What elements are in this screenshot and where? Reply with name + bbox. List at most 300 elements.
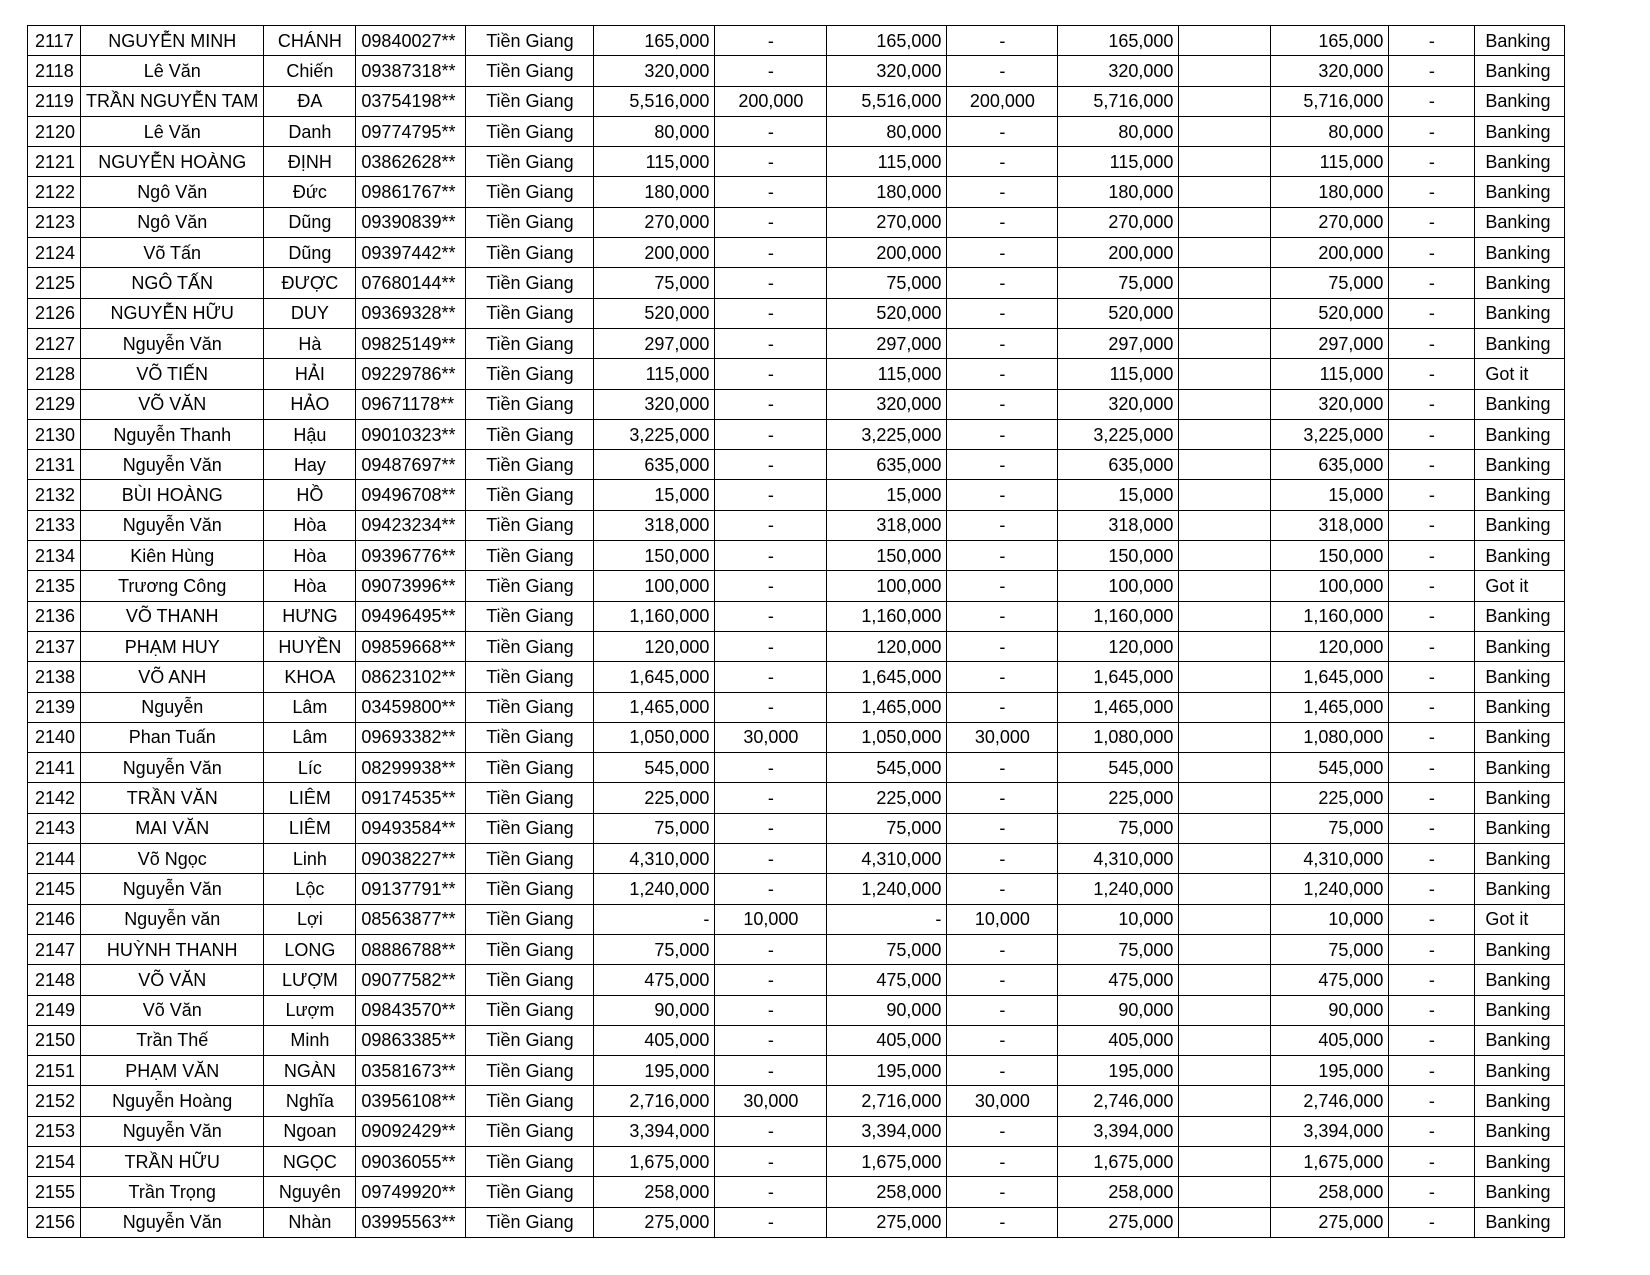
amount-2-cell: - (715, 995, 827, 1025)
phone-cell: 09010323** (356, 419, 466, 449)
empty-cell (1179, 56, 1271, 86)
total-cell: 475,000 (1271, 965, 1389, 995)
table-row (28, 86, 1565, 116)
amount-2-cell: - (715, 389, 827, 419)
deduction-cell: - (1389, 116, 1475, 146)
deduction-cell: - (1389, 1177, 1475, 1207)
given-name-cell: HUYỀN (264, 631, 356, 661)
table-row (28, 753, 1565, 783)
empty-cell (1179, 631, 1271, 661)
empty-cell (1179, 238, 1271, 268)
subtotal-cell: 1,465,000 (1058, 692, 1179, 722)
surname-cell: Võ Văn (81, 995, 264, 1025)
amount-4-cell: - (947, 26, 1058, 56)
table-row (28, 692, 1565, 722)
province-cell: Tiền Giang (466, 1025, 594, 1055)
amount-3-cell: 275,000 (827, 1207, 947, 1237)
amount-1-cell: 180,000 (594, 177, 715, 207)
amount-4-cell: - (947, 874, 1058, 904)
amount-3-cell: 3,394,000 (827, 1116, 947, 1146)
subtotal-cell: 270,000 (1058, 207, 1179, 237)
total-cell: 270,000 (1271, 207, 1389, 237)
table-row (28, 1056, 1565, 1086)
province-cell: Tiền Giang (466, 298, 594, 328)
amount-3-cell: 115,000 (827, 147, 947, 177)
table-row (28, 844, 1565, 874)
empty-cell (1179, 26, 1271, 56)
province-cell: Tiền Giang (466, 601, 594, 631)
payment-method-cell: Banking (1475, 1207, 1565, 1237)
amount-2-cell: - (715, 934, 827, 964)
total-cell: 10,000 (1271, 904, 1389, 934)
amount-1-cell: 80,000 (594, 116, 715, 146)
phone-cell: 09496495** (356, 601, 466, 631)
amount-2-cell: - (715, 692, 827, 722)
phone-cell: 09693382** (356, 722, 466, 752)
amount-1-cell: 115,000 (594, 147, 715, 177)
deduction-cell: - (1389, 419, 1475, 449)
surname-cell: Nguyễn Văn (81, 510, 264, 540)
payment-method-cell: Banking (1475, 26, 1565, 56)
province-cell: Tiền Giang (466, 147, 594, 177)
deduction-cell: - (1389, 510, 1475, 540)
amount-2-cell: - (715, 177, 827, 207)
table-row (28, 722, 1565, 752)
given-name-cell: Hòa (264, 541, 356, 571)
empty-cell (1179, 147, 1271, 177)
amount-3-cell: 115,000 (827, 359, 947, 389)
payment-method-cell: Banking (1475, 389, 1565, 419)
payment-method-cell: Banking (1475, 631, 1565, 661)
deduction-cell: - (1389, 268, 1475, 298)
amount-4-cell: - (947, 541, 1058, 571)
deduction-cell: - (1389, 631, 1475, 661)
amount-4-cell: - (947, 389, 1058, 419)
table-row (28, 1116, 1565, 1146)
total-cell: 318,000 (1271, 510, 1389, 540)
deduction-cell: - (1389, 389, 1475, 419)
total-cell: 1,240,000 (1271, 874, 1389, 904)
payment-method-cell: Banking (1475, 813, 1565, 843)
empty-cell (1179, 541, 1271, 571)
province-cell: Tiền Giang (466, 328, 594, 358)
deduction-cell: - (1389, 177, 1475, 207)
deduction-cell: - (1389, 722, 1475, 752)
table-row (28, 389, 1565, 419)
surname-cell: Nguyễn Văn (81, 328, 264, 358)
amount-2-cell: - (715, 601, 827, 631)
amount-4-cell: - (947, 1207, 1058, 1237)
phone-cell: 09863385** (356, 1025, 466, 1055)
amount-2-cell: - (715, 116, 827, 146)
table-row (28, 662, 1565, 692)
table-row (28, 450, 1565, 480)
total-cell: 520,000 (1271, 298, 1389, 328)
amount-1-cell: 1,675,000 (594, 1146, 715, 1176)
amount-3-cell: 2,716,000 (827, 1086, 947, 1116)
payment-method-cell: Banking (1475, 1086, 1565, 1116)
surname-cell: Nguyễn Thanh (81, 419, 264, 449)
province-cell: Tiền Giang (466, 510, 594, 540)
given-name-cell: Danh (264, 116, 356, 146)
phone-cell: 09390839** (356, 207, 466, 237)
empty-cell (1179, 601, 1271, 631)
amount-2-cell: - (715, 541, 827, 571)
payment-method-cell: Banking (1475, 298, 1565, 328)
row-number-cell: 2149 (28, 995, 81, 1025)
amount-4-cell: - (947, 934, 1058, 964)
given-name-cell: ĐA (264, 86, 356, 116)
table-row (28, 1207, 1565, 1237)
total-cell: 75,000 (1271, 934, 1389, 964)
amount-2-cell: 10,000 (715, 904, 827, 934)
row-number-cell: 2143 (28, 813, 81, 843)
amount-2-cell: 30,000 (715, 722, 827, 752)
amount-1-cell: 1,240,000 (594, 874, 715, 904)
phone-cell: 08563877** (356, 904, 466, 934)
phone-cell: 09840027** (356, 26, 466, 56)
total-cell: 180,000 (1271, 177, 1389, 207)
table-row (28, 631, 1565, 661)
amount-1-cell: 75,000 (594, 813, 715, 843)
phone-cell: 09861767** (356, 177, 466, 207)
amount-2-cell: 200,000 (715, 86, 827, 116)
subtotal-cell: 180,000 (1058, 177, 1179, 207)
phone-cell: 08623102** (356, 662, 466, 692)
province-cell: Tiền Giang (466, 56, 594, 86)
empty-cell (1179, 1086, 1271, 1116)
row-number-cell: 2148 (28, 965, 81, 995)
payment-method-cell: Banking (1475, 328, 1565, 358)
table-row (28, 268, 1565, 298)
province-cell: Tiền Giang (466, 995, 594, 1025)
total-cell: 100,000 (1271, 571, 1389, 601)
province-cell: Tiền Giang (466, 1056, 594, 1086)
phone-cell: 08299938** (356, 753, 466, 783)
surname-cell: Kiên Hùng (81, 541, 264, 571)
subtotal-cell: 10,000 (1058, 904, 1179, 934)
payment-method-cell: Got it (1475, 904, 1565, 934)
table-row (28, 904, 1565, 934)
payment-method-cell: Banking (1475, 874, 1565, 904)
amount-2-cell: - (715, 1146, 827, 1176)
given-name-cell: Minh (264, 1025, 356, 1055)
amount-4-cell: - (947, 571, 1058, 601)
amount-4-cell: - (947, 298, 1058, 328)
phone-cell: 09369328** (356, 298, 466, 328)
empty-cell (1179, 874, 1271, 904)
row-number-cell: 2134 (28, 541, 81, 571)
phone-cell: 09174535** (356, 783, 466, 813)
given-name-cell: Lợi (264, 904, 356, 934)
amount-1-cell: 100,000 (594, 571, 715, 601)
payment-method-cell: Banking (1475, 722, 1565, 752)
deduction-cell: - (1389, 844, 1475, 874)
phone-cell: 03581673** (356, 1056, 466, 1086)
row-number-cell: 2144 (28, 844, 81, 874)
row-number-cell: 2128 (28, 359, 81, 389)
empty-cell (1179, 419, 1271, 449)
row-number-cell: 2119 (28, 86, 81, 116)
amount-4-cell: - (947, 480, 1058, 510)
payment-method-cell: Banking (1475, 541, 1565, 571)
province-cell: Tiền Giang (466, 844, 594, 874)
payment-method-cell: Banking (1475, 238, 1565, 268)
payment-method-cell: Banking (1475, 1025, 1565, 1055)
subtotal-cell: 475,000 (1058, 965, 1179, 995)
amount-2-cell: - (715, 510, 827, 540)
amount-1-cell: 15,000 (594, 480, 715, 510)
total-cell: 1,675,000 (1271, 1146, 1389, 1176)
amount-3-cell: 75,000 (827, 813, 947, 843)
subtotal-cell: 1,240,000 (1058, 874, 1179, 904)
amount-3-cell: 1,050,000 (827, 722, 947, 752)
table-row (28, 147, 1565, 177)
row-number-cell: 2154 (28, 1146, 81, 1176)
empty-cell (1179, 844, 1271, 874)
payment-method-cell: Banking (1475, 1146, 1565, 1176)
phone-cell: 09038227** (356, 844, 466, 874)
subtotal-cell: 545,000 (1058, 753, 1179, 783)
amount-4-cell: - (947, 450, 1058, 480)
payment-method-cell: Banking (1475, 1116, 1565, 1146)
payment-method-cell: Banking (1475, 601, 1565, 631)
subtotal-cell: 195,000 (1058, 1056, 1179, 1086)
surname-cell: VÕ THANH (81, 601, 264, 631)
surname-cell: BÙI HOÀNG (81, 480, 264, 510)
amount-3-cell: 180,000 (827, 177, 947, 207)
deduction-cell: - (1389, 359, 1475, 389)
subtotal-cell: 1,080,000 (1058, 722, 1179, 752)
amount-4-cell: - (947, 844, 1058, 874)
total-cell: 3,394,000 (1271, 1116, 1389, 1146)
subtotal-cell: 258,000 (1058, 1177, 1179, 1207)
empty-cell (1179, 207, 1271, 237)
row-number-cell: 2146 (28, 904, 81, 934)
empty-cell (1179, 389, 1271, 419)
empty-cell (1179, 328, 1271, 358)
amount-4-cell: - (947, 1116, 1058, 1146)
deduction-cell: - (1389, 995, 1475, 1025)
empty-cell (1179, 995, 1271, 1025)
subtotal-cell: 200,000 (1058, 238, 1179, 268)
given-name-cell: ĐƯỢC (264, 268, 356, 298)
total-cell: 275,000 (1271, 1207, 1389, 1237)
amount-1-cell: 200,000 (594, 238, 715, 268)
amount-1-cell: 150,000 (594, 541, 715, 571)
table-row (28, 298, 1565, 328)
surname-cell: Nguyễn Văn (81, 753, 264, 783)
subtotal-cell: 320,000 (1058, 389, 1179, 419)
phone-cell: 03995563** (356, 1207, 466, 1237)
phone-cell: 09749920** (356, 1177, 466, 1207)
amount-2-cell: - (715, 268, 827, 298)
amount-3-cell: 3,225,000 (827, 419, 947, 449)
table-row (28, 601, 1565, 631)
total-cell: 200,000 (1271, 238, 1389, 268)
given-name-cell: LIÊM (264, 783, 356, 813)
province-cell: Tiền Giang (466, 450, 594, 480)
amount-1-cell: 75,000 (594, 268, 715, 298)
given-name-cell: HẢI (264, 359, 356, 389)
empty-cell (1179, 1116, 1271, 1146)
amount-2-cell: - (715, 965, 827, 995)
row-number-cell: 2133 (28, 510, 81, 540)
deduction-cell: - (1389, 1056, 1475, 1086)
amount-3-cell: 200,000 (827, 238, 947, 268)
amount-4-cell: - (947, 662, 1058, 692)
phone-cell: 03459800** (356, 692, 466, 722)
amount-3-cell: 297,000 (827, 328, 947, 358)
amount-4-cell: - (947, 813, 1058, 843)
deduction-cell: - (1389, 450, 1475, 480)
surname-cell: TRẦN NGUYỄN TAM (81, 86, 264, 116)
amount-1-cell: 1,160,000 (594, 601, 715, 631)
table-row (28, 813, 1565, 843)
payment-method-cell: Banking (1475, 753, 1565, 783)
amount-2-cell: - (715, 1056, 827, 1086)
table-row (28, 207, 1565, 237)
row-number-cell: 2153 (28, 1116, 81, 1146)
phone-cell: 09671178** (356, 389, 466, 419)
amount-2-cell: - (715, 571, 827, 601)
total-cell: 4,310,000 (1271, 844, 1389, 874)
amount-2-cell: 30,000 (715, 1086, 827, 1116)
given-name-cell: Líc (264, 753, 356, 783)
row-number-cell: 2142 (28, 783, 81, 813)
given-name-cell: DUY (264, 298, 356, 328)
amount-2-cell: - (715, 328, 827, 358)
empty-cell (1179, 783, 1271, 813)
payment-table (27, 25, 1565, 1238)
row-number-cell: 2129 (28, 389, 81, 419)
subtotal-cell: 635,000 (1058, 450, 1179, 480)
row-number-cell: 2151 (28, 1056, 81, 1086)
amount-3-cell: 80,000 (827, 116, 947, 146)
amount-1-cell: 297,000 (594, 328, 715, 358)
table-row (28, 116, 1565, 146)
province-cell: Tiền Giang (466, 480, 594, 510)
given-name-cell: Nguyên (264, 1177, 356, 1207)
deduction-cell: - (1389, 480, 1475, 510)
amount-1-cell: 165,000 (594, 26, 715, 56)
given-name-cell: Lộc (264, 874, 356, 904)
amount-3-cell: - (827, 904, 947, 934)
surname-cell: Nguyễn Hoàng (81, 1086, 264, 1116)
table-row (28, 56, 1565, 86)
province-cell: Tiền Giang (466, 753, 594, 783)
payment-method-cell: Banking (1475, 844, 1565, 874)
amount-4-cell: - (947, 783, 1058, 813)
surname-cell: Ngô Văn (81, 207, 264, 237)
amount-2-cell: - (715, 450, 827, 480)
given-name-cell: ĐỊNH (264, 147, 356, 177)
given-name-cell: Lâm (264, 692, 356, 722)
row-number-cell: 2147 (28, 934, 81, 964)
province-cell: Tiền Giang (466, 177, 594, 207)
province-cell: Tiền Giang (466, 207, 594, 237)
surname-cell: Võ Tấn (81, 238, 264, 268)
phone-cell: 09423234** (356, 510, 466, 540)
payment-method-cell: Banking (1475, 56, 1565, 86)
payment-method-cell: Banking (1475, 207, 1565, 237)
empty-cell (1179, 813, 1271, 843)
payment-method-cell: Banking (1475, 86, 1565, 116)
amount-3-cell: 165,000 (827, 26, 947, 56)
subtotal-cell: 150,000 (1058, 541, 1179, 571)
province-cell: Tiền Giang (466, 662, 594, 692)
amount-4-cell: - (947, 268, 1058, 298)
payment-method-cell: Banking (1475, 268, 1565, 298)
subtotal-cell: 318,000 (1058, 510, 1179, 540)
total-cell: 1,465,000 (1271, 692, 1389, 722)
total-cell: 75,000 (1271, 813, 1389, 843)
total-cell: 225,000 (1271, 783, 1389, 813)
surname-cell: Nguyễn Văn (81, 450, 264, 480)
empty-cell (1179, 480, 1271, 510)
row-number-cell: 2123 (28, 207, 81, 237)
amount-3-cell: 195,000 (827, 1056, 947, 1086)
deduction-cell: - (1389, 753, 1475, 783)
subtotal-cell: 2,746,000 (1058, 1086, 1179, 1116)
total-cell: 195,000 (1271, 1056, 1389, 1086)
deduction-cell: - (1389, 1086, 1475, 1116)
empty-cell (1179, 177, 1271, 207)
given-name-cell: LONG (264, 934, 356, 964)
phone-cell: 09077582** (356, 965, 466, 995)
amount-3-cell: 90,000 (827, 995, 947, 1025)
given-name-cell: Hòa (264, 571, 356, 601)
surname-cell: NGUYỄN HOÀNG (81, 147, 264, 177)
phone-cell: 09859668** (356, 631, 466, 661)
payment-method-cell: Banking (1475, 480, 1565, 510)
table-row (28, 480, 1565, 510)
table-row (28, 359, 1565, 389)
given-name-cell: Hậu (264, 419, 356, 449)
subtotal-cell: 165,000 (1058, 26, 1179, 56)
surname-cell: NGÔ TẤN (81, 268, 264, 298)
phone-cell: 09843570** (356, 995, 466, 1025)
amount-3-cell: 4,310,000 (827, 844, 947, 874)
surname-cell: Lê Văn (81, 56, 264, 86)
phone-cell: 03956108** (356, 1086, 466, 1116)
payment-method-cell: Banking (1475, 450, 1565, 480)
given-name-cell: LIÊM (264, 813, 356, 843)
row-number-cell: 2140 (28, 722, 81, 752)
row-number-cell: 2127 (28, 328, 81, 358)
surname-cell: NGUYỄN MINH (81, 26, 264, 56)
province-cell: Tiền Giang (466, 1116, 594, 1146)
total-cell: 115,000 (1271, 147, 1389, 177)
given-name-cell: LƯỢM (264, 965, 356, 995)
surname-cell: VÕ ANH (81, 662, 264, 692)
amount-4-cell: - (947, 1146, 1058, 1176)
amount-2-cell: - (715, 631, 827, 661)
table-row (28, 571, 1565, 601)
amount-1-cell: 635,000 (594, 450, 715, 480)
total-cell: 320,000 (1271, 389, 1389, 419)
province-cell: Tiền Giang (466, 571, 594, 601)
total-cell: 165,000 (1271, 26, 1389, 56)
surname-cell: Trần Thế (81, 1025, 264, 1055)
province-cell: Tiền Giang (466, 268, 594, 298)
table-row (28, 328, 1565, 358)
surname-cell: PHẠM VĂN (81, 1056, 264, 1086)
table-row (28, 965, 1565, 995)
empty-cell (1179, 662, 1271, 692)
payment-method-cell: Banking (1475, 1177, 1565, 1207)
total-cell: 150,000 (1271, 541, 1389, 571)
